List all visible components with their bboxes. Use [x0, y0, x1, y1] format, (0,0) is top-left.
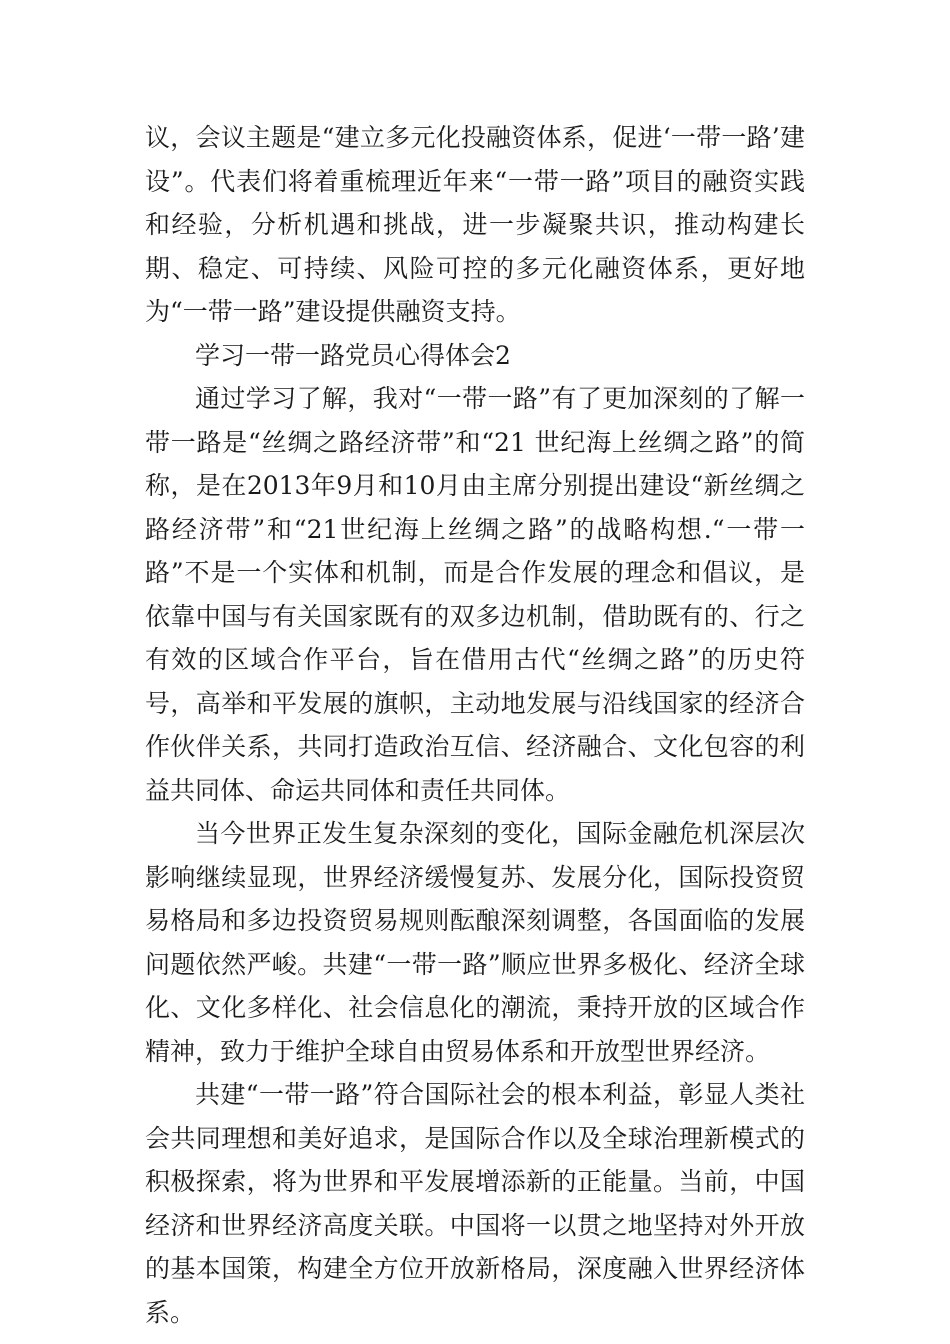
document-body — [145, 116, 805, 1334]
paragraph: 共建“一带一路”符合国际社会的根本利益，彰显人类社会共同理想和美好追求，是国际合作以及全球治理新模式的积极探索，将为世界和平发展增添新的正能量。当前，中国经济和世界经济高度关联。中国将一以贯之地坚持对外开放的基本国策，构建全方位开放新格局，深度融入世界经济体系。 — [145, 1080, 805, 1327]
paragraph: 当今世界正发生复杂深刻的变化，国际金融危机深层次影响继续显现，世界经济缓慢复苏、发展分化，国际投资贸易格局和多边投资贸易规则酝酿深刻调整，各国面临的发展问题依然严峻。共建“一带一路”顺应世界多极化、经济全球化、文化多样化、社会信息化的潮流，秉持开放的区域合作精神，致力于维护全球自由贸易体系和开放型世界经济。 — [145, 819, 805, 1066]
paragraph-continuation: 议，会议主题是“建立多元化投融资体系，促进‘一带一路’建设”。代表们将着重梳理近年来“一带一路”项目的融资实践和经验，分析机遇和挑战，进一步凝聚共识，推动构建长期、稳定、可持续、风险可控的多元化融资体系，更好地为“一带一路”建设提供融资支持。 — [145, 123, 805, 326]
section-heading: 学习一带一路党员心得体会2 — [195, 340, 511, 370]
paragraph: 通过学习了解，我对“一带一路”有了更加深刻的了解一带一路是“丝绸之路经济带”和“21 世纪海上丝绸之路”的简称，是在2013年9月和10月由主席分别提出建设“新丝绸之路经济带”和“21世纪海上丝绸之路”的战略构想.“一带一路”不是一个实体和机制，而是合作发展的理念和倡议，是依靠中国与有关国家既有的双多边机制，借助既有的、行之有效的区域合作平台，旨在借用古代“丝绸之路”的历史符号，高举和平发展的旗帜，主动地发展与沿线国家的经济合作伙伴关系，共同打造政治互信、经济融合、文化包容的利益共同体、命运共同体和责任共同体。 — [145, 384, 805, 805]
